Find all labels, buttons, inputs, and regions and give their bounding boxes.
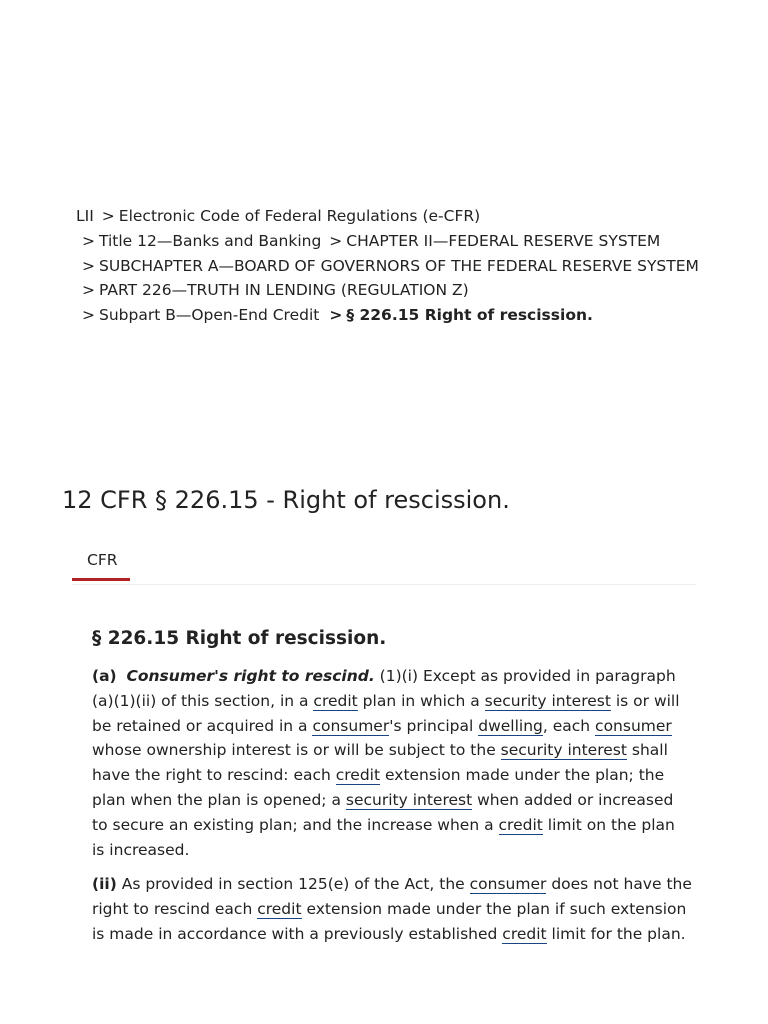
paragraph-text: limit for the plan.	[546, 924, 686, 943]
breadcrumb-separator: >	[82, 281, 95, 300]
term-link-consumer[interactable]: consumer	[312, 716, 390, 735]
breadcrumb-separator: >	[329, 231, 343, 250]
breadcrumb-separator: >	[82, 231, 95, 250]
breadcrumb-link-lii[interactable]: LII	[76, 207, 94, 225]
breadcrumb-item-row2	[76, 229, 716, 254]
paragraph-text: is or will be retained or acquired in a	[92, 691, 680, 735]
term-link-credit[interactable]: credit	[335, 766, 381, 785]
paragraph-subheading: Consumer's right to rescind.	[126, 667, 375, 685]
page-title: 12 CFR § 226.15 - Right of rescission.	[62, 486, 510, 514]
paragraph-label: (ii)	[92, 875, 117, 894]
breadcrumb	[76, 204, 716, 328]
breadcrumb-separator: >	[82, 256, 95, 275]
breadcrumb-item-row5	[76, 303, 716, 328]
paragraph-text: when added or increased to secure an existing plan; and the increase when a	[92, 790, 674, 834]
section-heading: § 226.15 Right of rescission.	[92, 628, 387, 649]
regulation-text	[92, 624, 692, 957]
term-link-security-interest[interactable]: security interest	[484, 691, 611, 710]
term-link-consumer[interactable]: consumer	[469, 875, 547, 894]
term-link-credit[interactable]: credit	[502, 924, 547, 943]
paragraph-text: , each	[542, 716, 596, 735]
tab-cfr[interactable]: CFR	[72, 540, 130, 581]
paragraph-text: 's principal	[389, 716, 479, 735]
breadcrumb-item-row4	[76, 278, 716, 303]
paragraph-a-1-ii	[92, 872, 692, 946]
breadcrumb-separator: >	[82, 306, 95, 325]
term-link-dwelling[interactable]: dwelling	[478, 716, 543, 735]
term-link-consumer[interactable]: consumer	[595, 716, 672, 735]
term-link-security-interest[interactable]: security interest	[345, 790, 473, 809]
breadcrumb-separator: >	[329, 306, 343, 325]
paragraph-text: shall have the right to rescind: each	[92, 741, 668, 785]
paragraph-label: (a)	[92, 667, 117, 685]
breadcrumb-item-lii	[76, 204, 716, 229]
term-link-credit[interactable]: credit	[498, 815, 543, 834]
breadcrumb-link-ecfr[interactable]: Electronic Code of Federal Regulations (e-CFR)	[118, 207, 481, 225]
term-link-security-interest[interactable]: security interest	[500, 741, 627, 760]
paragraph-text: extension made under the plan if such extension is made in accordance with a previously established	[92, 900, 687, 943]
paragraph-text: limit on the plan is increased.	[92, 815, 675, 859]
paragraph-text: As provided in section 125(e) of the Act, the	[116, 875, 470, 894]
paragraph-a	[92, 664, 692, 862]
breadcrumb-link-subchapter-a[interactable]: SUBCHAPTER A—BOARD OF GOVERNORS OF THE FEDERAL RESERVE SYSTEM	[99, 256, 699, 275]
paragraph-text: does not have the right to rescind each	[92, 875, 692, 919]
breadcrumb-current-label: § 226.15 Right of rescission.	[346, 306, 593, 325]
breadcrumb-item-row3	[76, 254, 716, 279]
breadcrumb-link-subpart-b[interactable]: Subpart B—Open-End Credit	[99, 306, 320, 325]
breadcrumb-link-part-226[interactable]: PART 226—TRUTH IN LENDING (REGULATION Z)	[99, 281, 469, 300]
paragraph-text: whose ownership interest is or will be subject to the	[92, 741, 501, 760]
breadcrumb-separator: >	[101, 207, 115, 225]
tab-bar	[72, 540, 696, 585]
term-link-credit[interactable]: credit	[257, 900, 302, 919]
paragraph-text: (1)(i) Except as provided in paragraph (a)(1)(ii) of this section, in a	[92, 667, 676, 710]
breadcrumb-link-chapter-ii[interactable]: CHAPTER II—FEDERAL RESERVE SYSTEM	[346, 231, 661, 250]
term-link-credit[interactable]: credit	[313, 691, 358, 710]
paragraph-text: extension made under the plan; the plan when the plan is opened; a	[92, 766, 665, 809]
breadcrumb-link-title-12[interactable]: Title 12—Banks and Banking	[99, 231, 322, 250]
paragraph-text: plan in which a	[357, 691, 485, 710]
breadcrumb-current	[319, 306, 593, 324]
